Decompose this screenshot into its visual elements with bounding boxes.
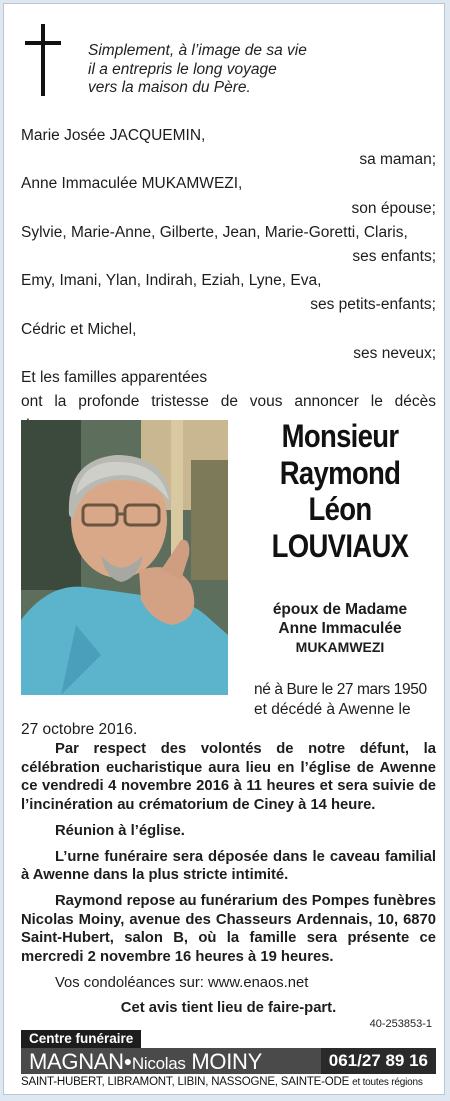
spouse-info	[244, 600, 436, 657]
quote-line: vers la maison du Père.	[88, 79, 251, 96]
deceased-first-name: Raymond	[279, 454, 401, 491]
portrait-image	[21, 420, 228, 695]
deceased-name	[257, 418, 422, 564]
family-member-name: Cédric et Michel,	[21, 320, 137, 338]
family-member-role: ses neveux;	[353, 344, 436, 362]
brand-nicolas: Nicolas	[131, 1054, 186, 1073]
family-member-name: Sylvie, Marie-Anne, Gilberte, Jean, Marie-Goretti, Claris,	[21, 223, 408, 241]
spouse-line: Anne Immaculée	[278, 620, 402, 637]
announcement-line: ont la profonde tristesse de vous annoncer le décès	[21, 393, 436, 411]
ceremony-paragraph: Par respect des volontés de notre défunt, la célébration eucharistique aura lieu en l’église de Awenne ce vendredi 4 novembre 2016 à 11 heures et sera suivie de l’incinération au crématorium de Ciney à 14 heure.	[21, 741, 436, 814]
rest-paragraph: Raymond repose au funérarium des Pompes funèbres Nicolas Moiny, avenue des Chasseurs Ardennais, 10, 6870 Saint-Hubert, salon B, où la famille sera présente ce mercredi 2 novembre 16 heures à 19 heures.	[21, 892, 436, 966]
quote-line: il a entrepris le long voyage	[88, 60, 277, 78]
funeral-home-brand	[29, 1048, 262, 1077]
brand-moiny: MOINY	[191, 1049, 262, 1074]
quote-line: Simplement, à l’image de sa vie	[88, 42, 307, 59]
portrait-photo	[21, 420, 228, 695]
regions-suffix: et toutes régions	[352, 1077, 423, 1088]
family-member-name: Marie Josée JACQUEMIN,	[21, 127, 206, 144]
death-date: 27 octobre 2016.	[21, 721, 138, 738]
reference-number: 40-253853-1	[369, 1018, 432, 1030]
urn-paragraph: L’urne funéraire sera déposée dans le caveau familial à Awenne dans la plus stricte intimité.	[21, 848, 436, 884]
obituary-notice	[3, 3, 445, 1095]
family-member-name: Emy, Imani, Ylan, Indirah, Eziah, Lyne, Eva,	[21, 272, 322, 290]
funeral-center-tag: Centre funéraire	[21, 1030, 141, 1048]
family-member-role: son épouse;	[351, 199, 436, 217]
phone-number: 061/27 89 16	[321, 1048, 436, 1074]
regions-list: SAINT-HUBERT, LIBRAMONT, LIBIN, NASSOGNE, SAINTE-ODE	[21, 1076, 350, 1088]
brand-magnan: MAGNAN	[29, 1049, 124, 1074]
ceremony-details	[21, 740, 436, 1025]
funeral-home-banner	[21, 1030, 436, 1090]
deceased-last-name: LOUVIAUX	[271, 527, 409, 564]
family-member-role: sa maman;	[359, 151, 436, 169]
bullet-icon: ●	[123, 1053, 132, 1069]
notice-line: Cet avis tient lieu de faire-part.	[120, 1000, 337, 1017]
family-member-role: ses enfants;	[352, 248, 436, 266]
epitaph-quote	[88, 42, 428, 98]
family-list	[21, 124, 436, 439]
death-line: et décédé à Awenne le	[254, 701, 411, 718]
regions-line	[21, 1075, 436, 1090]
spouse-line: époux de Madame	[272, 601, 408, 618]
family-member-name: Anne Immaculée MUKAMWEZI,	[21, 175, 243, 193]
condolences-line: Vos condoléances sur: www.enaos.net	[55, 974, 309, 991]
meeting-paragraph: Réunion à l’église.	[55, 822, 185, 839]
birth-line: né à Bure le 27 mars 1950	[254, 681, 427, 698]
spouse-surname: MUKAMWEZI	[295, 639, 385, 655]
birth-death-info	[21, 680, 436, 740]
deceased-title: Monsieur	[281, 418, 399, 454]
funeral-home-bar	[21, 1048, 436, 1074]
family-member-role: ses petits-enfants;	[310, 296, 436, 314]
deceased-middle-name: Léon	[308, 491, 372, 527]
families-line: Et les familles apparentées	[21, 369, 208, 387]
